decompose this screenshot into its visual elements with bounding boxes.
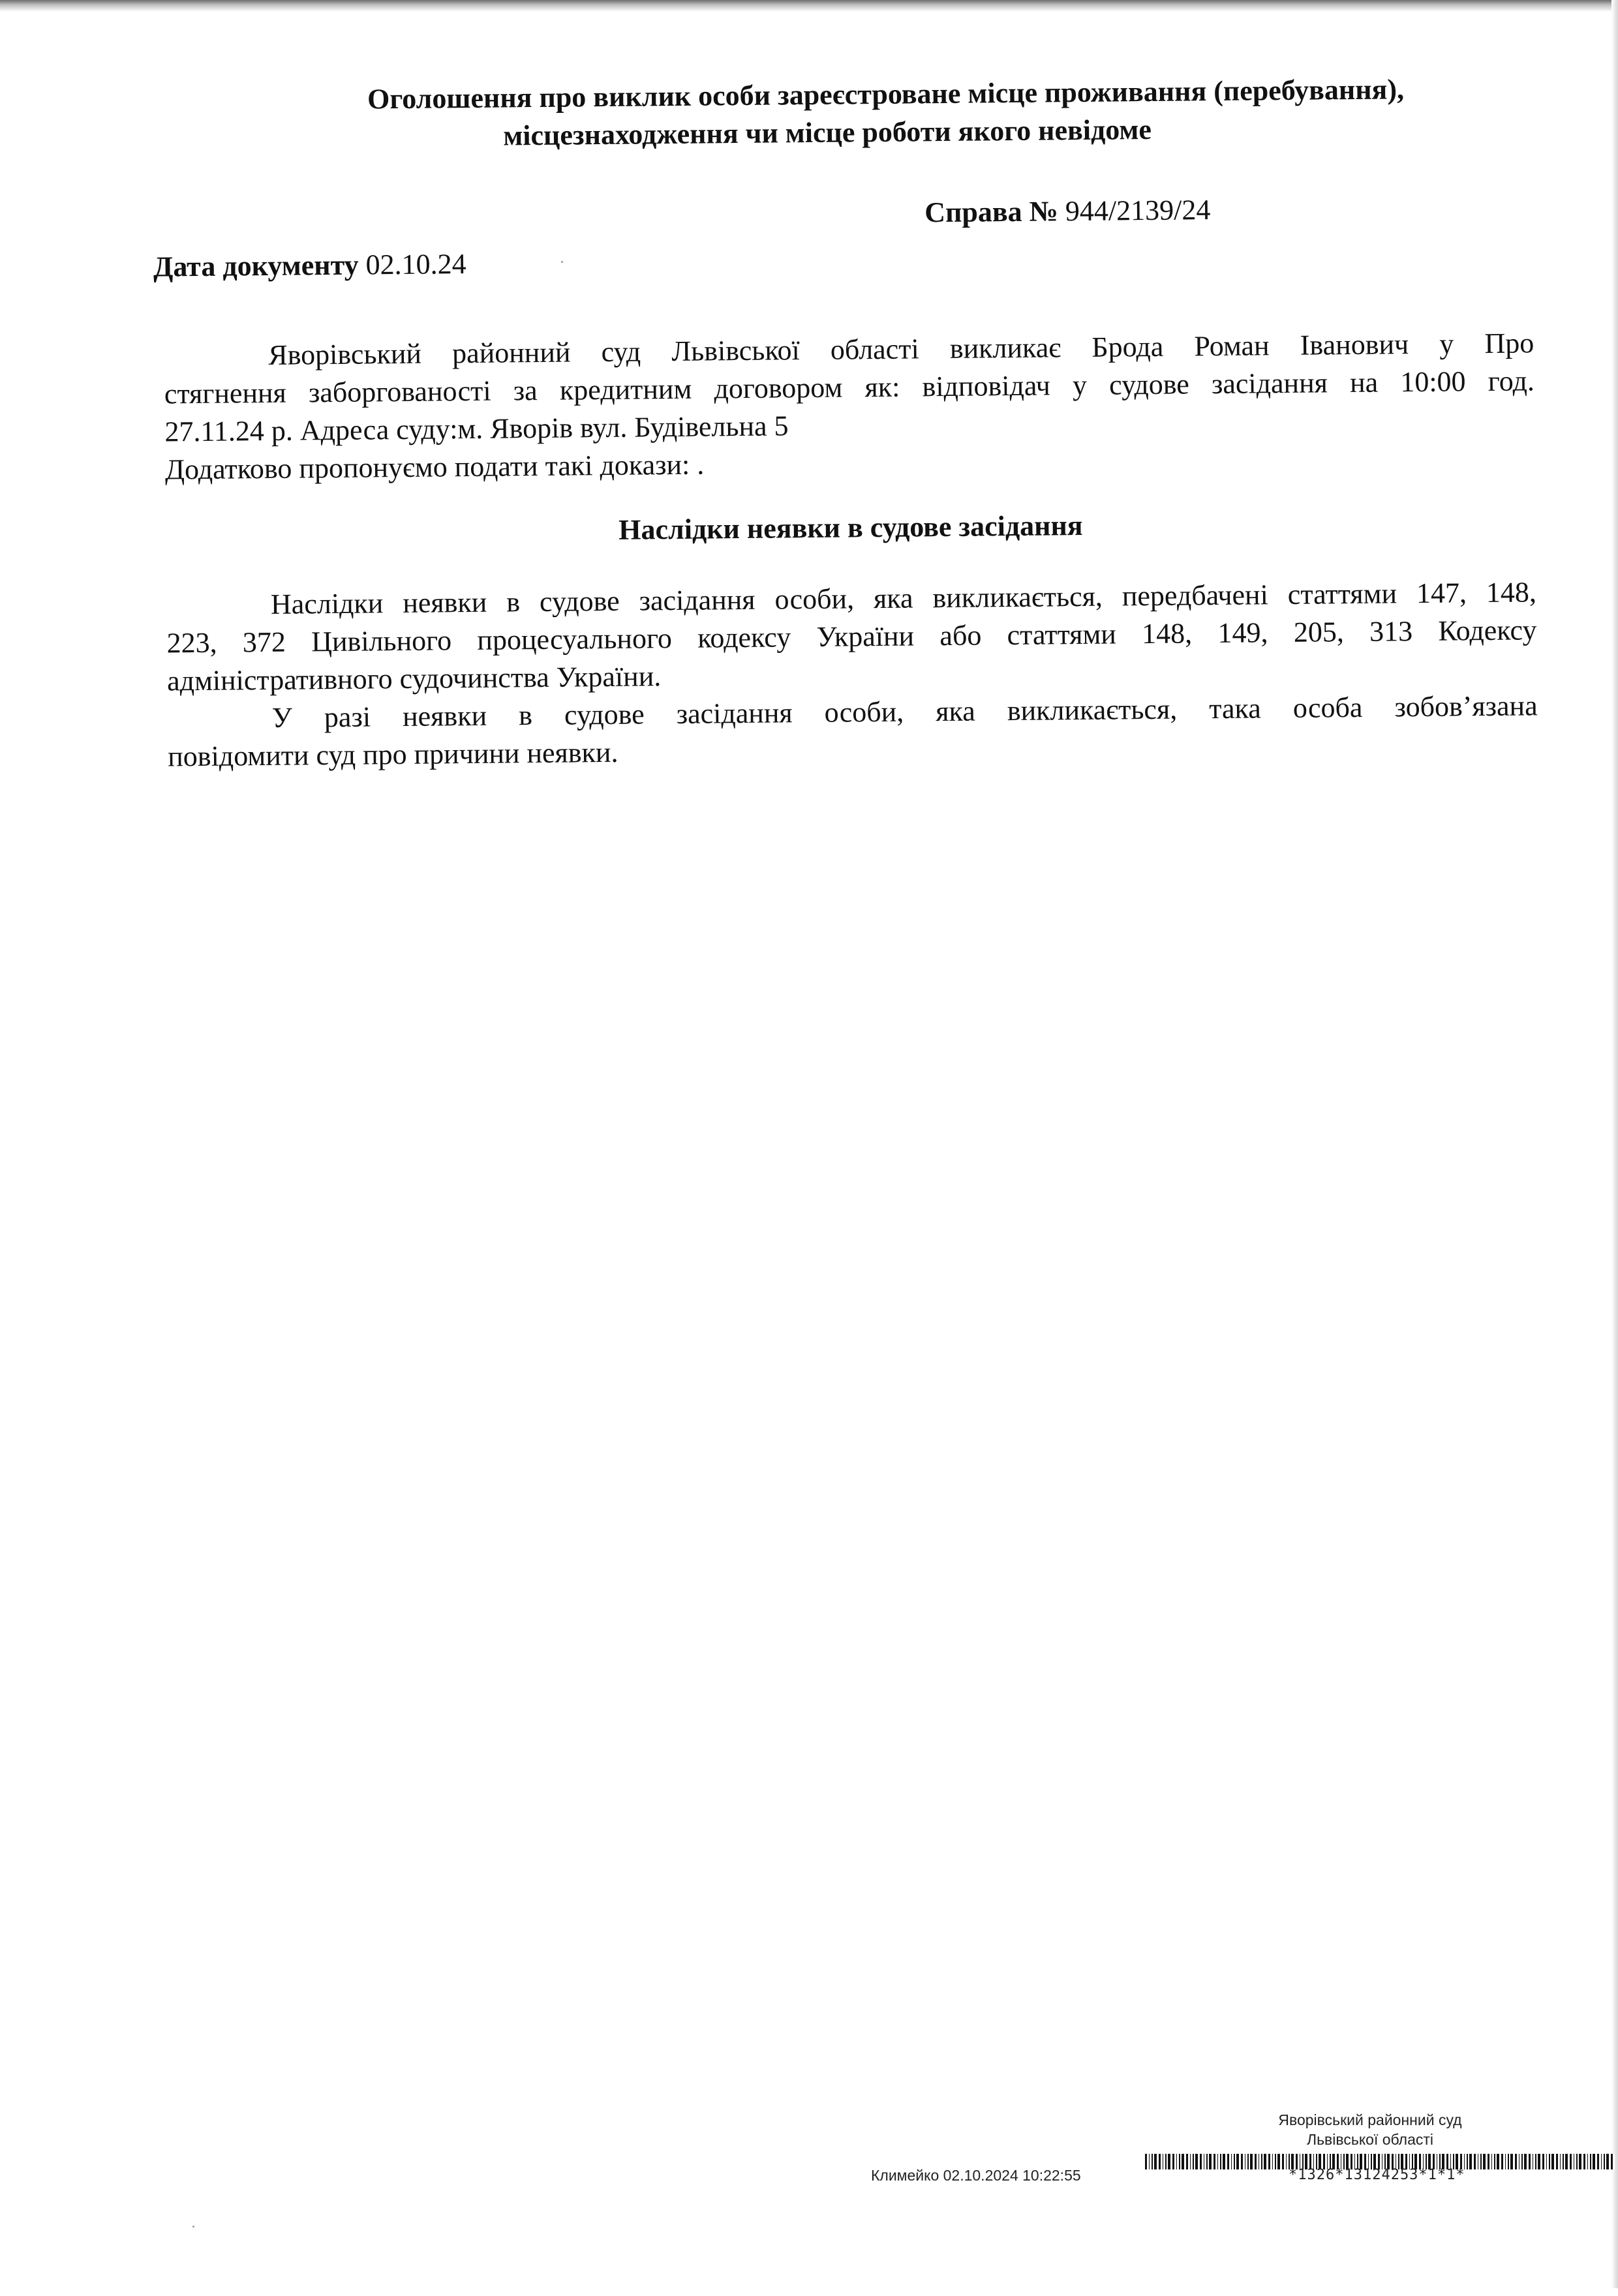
case-label: Справа №	[924, 195, 1059, 229]
consequences-line-1: Наслідки неявки в судове засідання особи, яка викликається, передбачені статтями 147, 148,	[270, 576, 1537, 620]
section-heading: Наслідки неявки в судове засідання	[618, 509, 1083, 546]
court-stamp	[1262, 2110, 1478, 2149]
document-title-line-2: місцезнаходження чи місце роботи якого невідоме	[503, 113, 1152, 152]
body-line-2: стягнення заборгованості за кредитним договором як: відповідач у судове засідання на 10:00 год.	[164, 365, 1535, 410]
scan-speck	[192, 2226, 194, 2228]
document-title-line-1: Оголошення про виклик особи зареєстроване місце проживання (перебування),	[367, 73, 1405, 115]
registration-stamp: Климейко 02.10.2024 10:22:55	[871, 2167, 1081, 2184]
consequences-line-5: повідомити суд про причини неявки.	[168, 736, 618, 773]
body-line-4: Додатково пропонуємо подати такі докази: .	[164, 448, 705, 486]
document-date	[153, 246, 466, 286]
barcode-number: *1326*13124253*1*1*	[1289, 2167, 1465, 2183]
date-value: 02.10.24	[365, 248, 466, 281]
body-line-3: 27.11.24 р. Адреса суду:м. Яворів вул. Будівельна 5	[164, 410, 789, 448]
consequences-line-4: У разі неявки в судове засідання особи, яка викликається, така особа зобов’язана	[271, 689, 1538, 734]
body-line-1: Яворівський районний суд Львівської області викликає Брода Роман Іванович у Про	[268, 327, 1534, 371]
scan-speck	[561, 261, 563, 263]
case-number	[924, 192, 1211, 231]
court-stamp-line-1: Яворівський районний суд	[1278, 2111, 1462, 2128]
date-label: Дата документу	[153, 249, 359, 283]
court-stamp-line-2: Львівської області	[1306, 2131, 1434, 2148]
consequences-line-3: адміністративного судочинства України.	[166, 660, 662, 697]
consequences-line-2: 223, 372 Цивільного процесуального кодексу України або статтями 148, 149, 205, 313 Кодексу	[166, 614, 1537, 659]
case-value: 944/2139/24	[1065, 194, 1211, 228]
